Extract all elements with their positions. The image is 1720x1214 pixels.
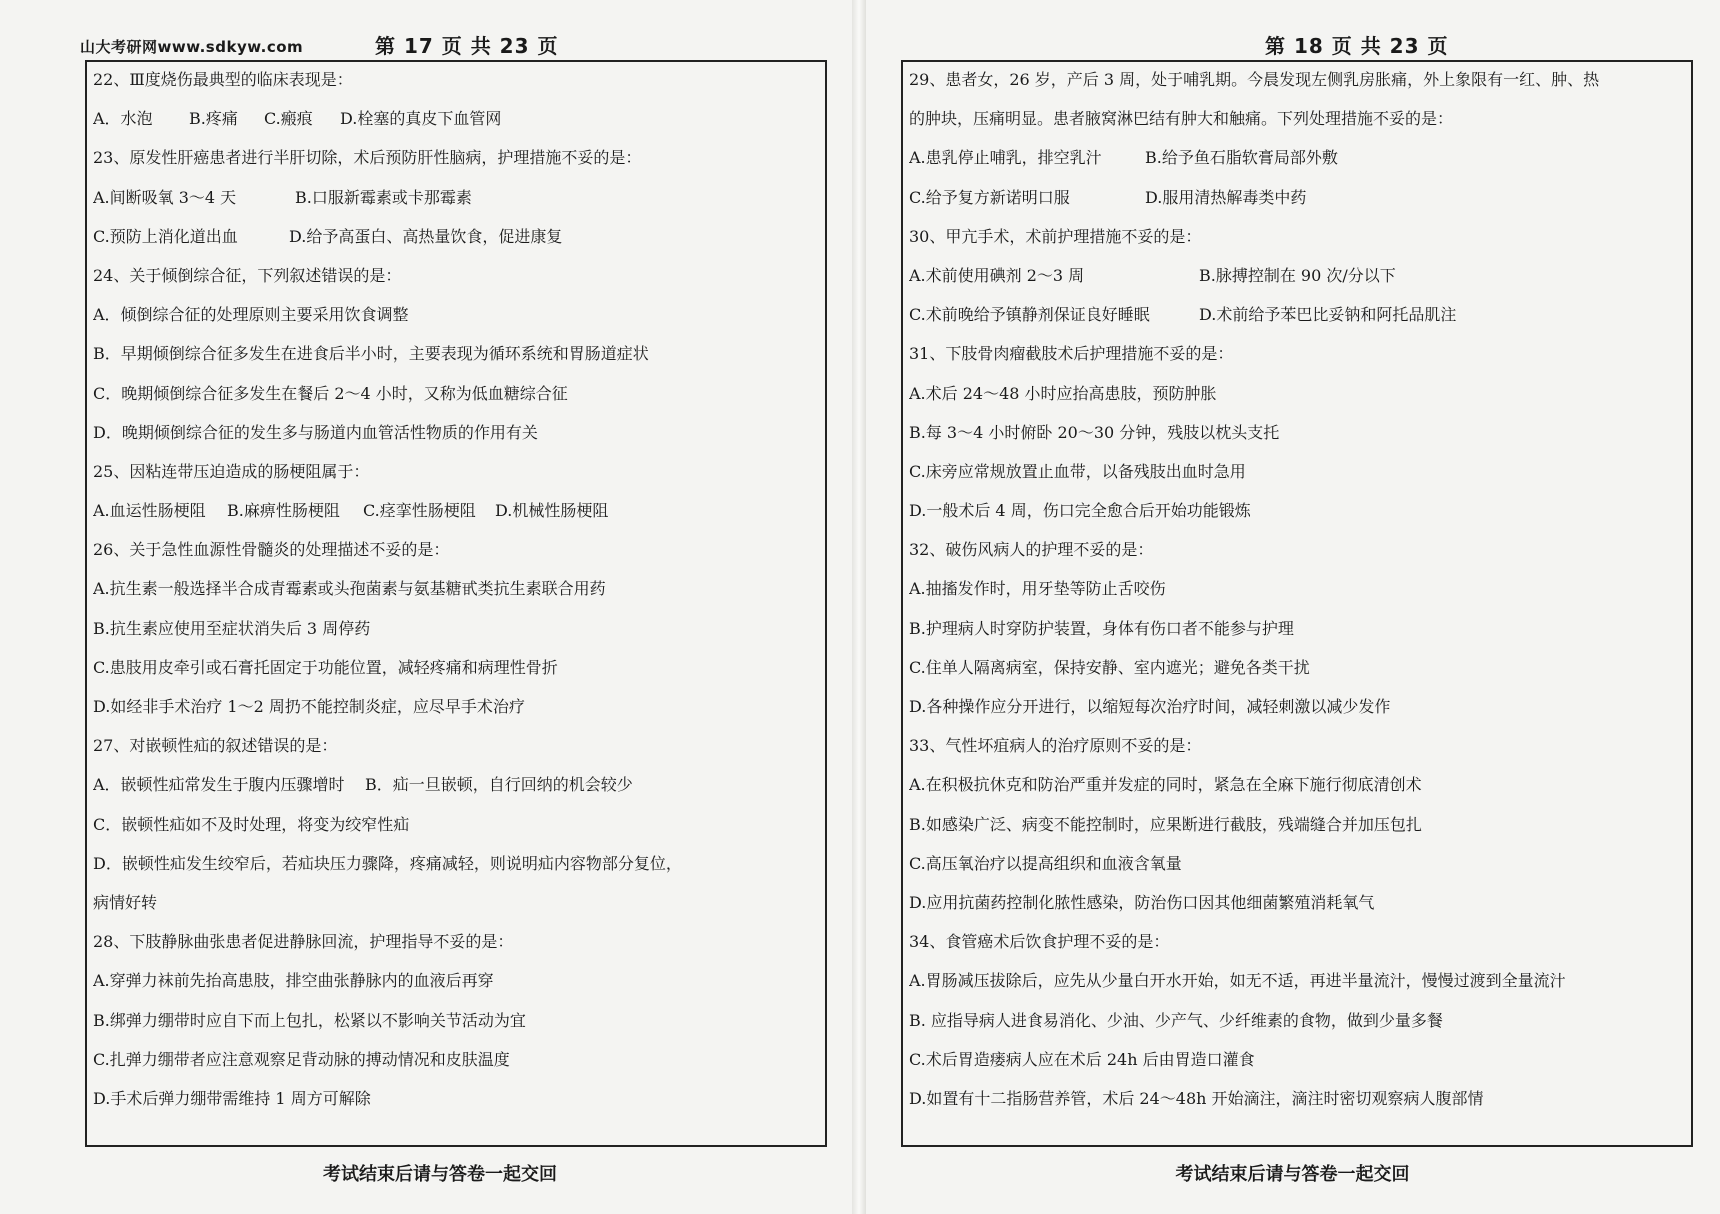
option-b: B.护理病人时穿防护装置，身体有伤口者不能参与护理 xyxy=(909,618,1294,638)
question-25-options xyxy=(93,501,825,540)
question-26-stem: 26、关于急性血源性骨髓炎的处理描述不妥的是： xyxy=(93,540,450,560)
option-c: C.瘢痕 xyxy=(264,109,313,129)
option-a: A.穿弹力袜前先抬高患肢，排空曲张静脉内的血液后再穿 xyxy=(93,971,494,991)
page-number: 第 17 页 共 23 页 xyxy=(375,34,559,58)
option-c: C.扎弹力绷带者应注意观察足背动脉的搏动情况和皮肤温度 xyxy=(93,1049,510,1069)
option-d: D．嵌顿性疝发生绞窄后，若疝块压力骤降，疼痛减轻，则说明疝内容物部分复位， xyxy=(93,853,682,873)
site-watermark: 山大考研网www.sdkyw.com xyxy=(80,38,304,56)
option-d: D.术前给予苯巴比妥钠和阿托品肌注 xyxy=(1199,305,1457,325)
question-30-options-cd xyxy=(909,305,1691,344)
question-24-stem: 24、关于倾倒综合征，下列叙述错误的是： xyxy=(93,265,402,285)
option-c: C.术前晚给予镇静剂保证良好睡眠 xyxy=(909,305,1150,325)
page-footer: 考试结束后请与答卷一起交回 xyxy=(323,1164,557,1185)
option-a: A.患乳停止哺乳，排空乳汁 xyxy=(909,148,1102,168)
page-number: 第 18 页 共 23 页 xyxy=(1265,34,1449,58)
option-a: A．嵌顿性疝常发生于腹内压骤增时 xyxy=(93,775,345,795)
option-b: B.抗生素应使用至症状消失后 3 周停药 xyxy=(93,618,371,638)
question-30-options-ab xyxy=(909,266,1691,305)
option-c: C.患肢用皮牵引或石膏托固定于功能位置，减轻疼痛和病理性骨折 xyxy=(93,657,558,677)
option-c: C.预防上消化道出血 xyxy=(93,226,238,246)
option-a: A.抗生素一般选择半合成青霉素或头孢菌素与氨基糖甙类抗生素联合用药 xyxy=(93,579,606,599)
option-b: B.每 3～4 小时俯卧 20～30 分钟，残肢以枕头支托 xyxy=(909,422,1280,442)
option-a: A.间断吸氧 3～4 天 xyxy=(93,187,237,207)
question-25-stem: 25、因粘连带压迫造成的肠梗阻属于： xyxy=(93,461,370,481)
option-d: D.服用清热解毒类中药 xyxy=(1145,187,1307,207)
question-27-stem: 27、对嵌顿性疝的叙述错误的是： xyxy=(93,736,338,756)
option-d: D.给予高蛋白、高热量饮食，促进康复 xyxy=(289,226,563,246)
question-31-stem: 31、下肢骨肉瘤截肢术后护理措施不妥的是： xyxy=(909,344,1234,364)
option-b: B. 应指导病人进食易消化、少油、少产气、少纤维素的食物，做到少量多餐 xyxy=(909,1010,1443,1030)
option-b: B.口服新霉素或卡那霉素 xyxy=(295,187,472,207)
option-b: B.疼痛 xyxy=(189,109,238,129)
question-34-stem: 34、食管癌术后饮食护理不妥的是： xyxy=(909,932,1170,952)
option-b: B.绑弹力绷带时应自下而上包扎，松紧以不影响关节活动为宜 xyxy=(93,1010,526,1030)
question-frame xyxy=(901,60,1693,1147)
question-23-stem: 23、原发性肝癌患者进行半肝切除，术后预防肝性脑病，护理措施不妥的是： xyxy=(93,148,642,168)
option-c: C．嵌顿性疝如不及时处理，将变为绞窄性疝 xyxy=(93,814,410,834)
option-d: D.各种操作应分开进行，以缩短每次治疗时间，减轻刺激以减少发作 xyxy=(909,697,1391,716)
option-c: C.住单人隔离病室，保持安静、室内遮光；避免各类干扰 xyxy=(909,657,1310,677)
option-a: A.抽搐发作时，用牙垫等防止舌咬伤 xyxy=(909,579,1166,599)
option-d: D.如经非手术治疗 1～2 周扔不能控制炎症，应尽早手术治疗 xyxy=(93,697,525,716)
option-b: B.麻痹性肠梗阻 xyxy=(227,501,340,521)
option-b: B．早期倾倒综合征多发生在进食后半小时，主要表现为循环系统和胃肠道症状 xyxy=(93,344,649,364)
option-c: C.给予复方新诺明口服 xyxy=(909,187,1070,207)
option-c: C.床旁应常规放置止血带，以备残肢出血时急用 xyxy=(909,461,1246,481)
option-a: A．倾倒综合征的处理原则主要采用饮食调整 xyxy=(93,305,409,325)
question-28-stem: 28、下肢静脉曲张患者促进静脉回流，护理指导不妥的是： xyxy=(93,932,514,952)
left-page xyxy=(0,0,855,1214)
option-d: D.应用抗菌药控制化脓性感染，防治伤口因其他细菌繁殖消耗氧气 xyxy=(909,892,1375,912)
option-b: B．疝一旦嵌顿，自行回纳的机会较少 xyxy=(365,775,633,795)
question-29-options-cd xyxy=(909,188,1691,227)
option-b: B.脉搏控制在 90 次/分以下 xyxy=(1199,265,1396,285)
option-c: C．晚期倾倒综合征多发生在餐后 2～4 小时，又称为低血糖综合征 xyxy=(93,383,568,403)
option-d: D．晚期倾倒综合征的发生多与肠道内血管活性物质的作用有关 xyxy=(93,422,538,442)
option-d: D.机械性肠梗阻 xyxy=(495,501,609,521)
question-29-options-ab xyxy=(909,148,1691,187)
page-footer: 考试结束后请与答卷一起交回 xyxy=(1175,1164,1410,1185)
question-32-stem: 32、破伤风病人的护理不妥的是： xyxy=(909,540,1154,560)
option-d: D.手术后弹力绷带需维持 1 周方可解除 xyxy=(93,1088,371,1108)
question-23-options-cd xyxy=(93,227,825,266)
question-27-options-ab xyxy=(93,775,825,814)
question-29-stem-continued: 的肿块，压痛明显。患者腋窝淋巴结有肿大和触痛。下列处理措施不妥的是： xyxy=(909,109,1454,129)
question-30-stem: 30、甲亢手术，术前护理措施不妥的是： xyxy=(909,226,1202,246)
question-22-stem: 22、Ⅲ度烧伤最典型的临床表现是： xyxy=(93,70,353,89)
option-b: B.给予鱼石脂软膏局部外敷 xyxy=(1145,148,1338,168)
question-33-stem: 33、气性坏疽病人的治疗原则不妥的是： xyxy=(909,736,1202,756)
option-a: A.在积极抗休克和防治严重并发症的同时，紧急在全麻下施行彻底清创术 xyxy=(909,775,1422,795)
option-c: C.高压氧治疗以提高组织和血液含氧量 xyxy=(909,853,1182,873)
option-a: A.术后 24～48 小时应抬高患肢，预防肿胀 xyxy=(909,383,1217,403)
option-a: A．水泡 xyxy=(93,109,153,129)
option-c: C.术后胃造瘘病人应在术后 24h 后由胃造口灌食 xyxy=(909,1049,1255,1069)
page-header xyxy=(865,30,1720,58)
page-header xyxy=(0,30,855,58)
right-page xyxy=(865,0,1720,1214)
option-d: D.栓塞的真皮下血管网 xyxy=(340,109,502,129)
question-frame xyxy=(85,60,827,1147)
question-29-stem: 29、患者女，26 岁，产后 3 周，处于哺乳期。今晨发现左侧乳房胀痛，外上象限有一红、肿、热 xyxy=(909,70,1600,89)
option-d: D.一般术后 4 周，伤口完全愈合后开始功能锻炼 xyxy=(909,501,1251,521)
question-23-options-ab xyxy=(93,188,825,227)
question-22-options xyxy=(93,109,825,148)
option-a: A.术前使用碘剂 2～3 周 xyxy=(909,265,1085,285)
option-c: C.痉挛性肠梗阻 xyxy=(363,501,476,521)
option-a: A.血运性肠梗阻 xyxy=(93,501,206,521)
option-b: B.如感染广泛、病变不能控制时，应果断进行截肢，残端缝合并加压包扎 xyxy=(909,814,1422,834)
option-a: A.胃肠减压拔除后，应先从少量白开水开始，如无不适，再进半量流汁，慢慢过渡到全量流汁 xyxy=(909,971,1566,991)
option-d-continued: 病情好转 xyxy=(93,892,158,912)
option-d: D.如置有十二指肠营养管，术后 24～48h 开始滴注，滴注时密切观察病人腹部情 xyxy=(909,1088,1484,1108)
